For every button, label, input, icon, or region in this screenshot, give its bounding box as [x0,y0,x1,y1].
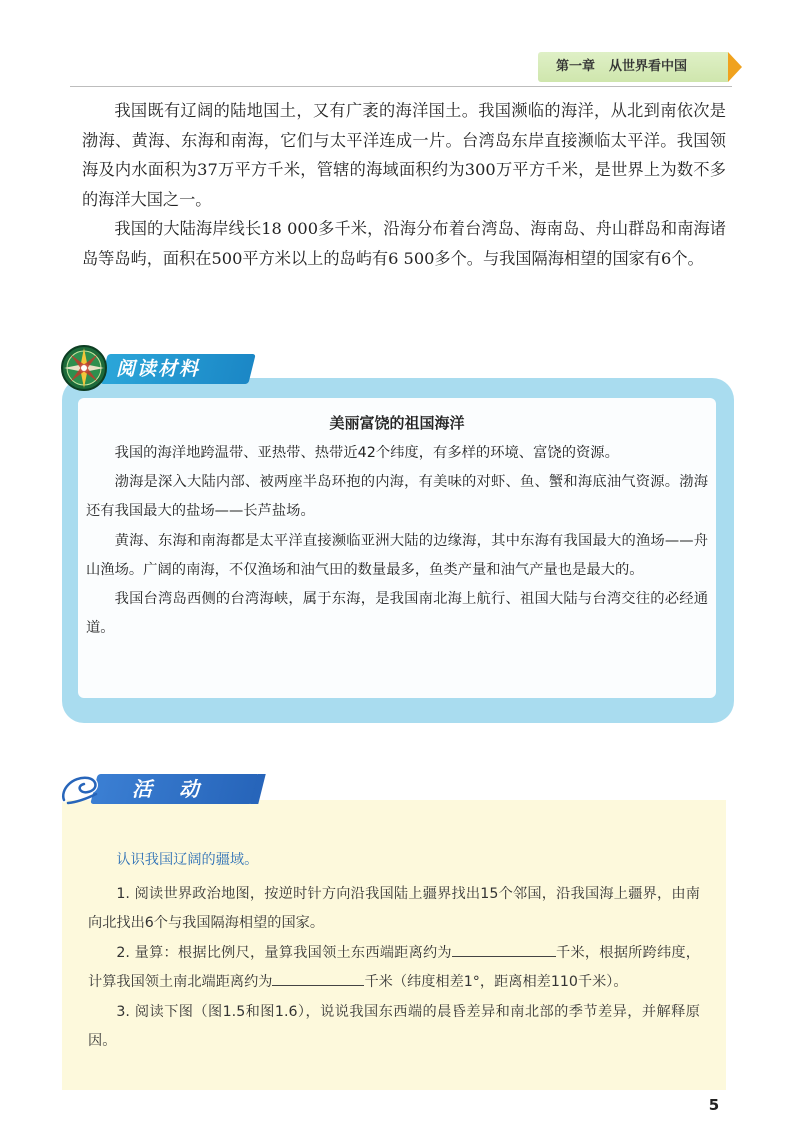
activity-intro: 认识我国辽阔的疆域。 [116,852,259,868]
activity-heading [58,772,278,808]
page-number: 5 [708,1096,720,1114]
reading-label: 阅读材料 [116,358,201,380]
activity-item-text: 2. 量算：根据比例尺，量算我国领土东西端距离约为 [116,944,452,961]
answer-blank[interactable] [452,941,556,956]
reading-heading [60,344,260,392]
chapter-number: 第一章 [556,59,596,74]
activity-label: 活 动 [132,777,209,801]
chapter-title: 从世界看中国 [609,59,688,74]
reading-paragraph: 我国台湾岛西侧的台湾海峡，属于东海，是我国南北海上航行、祖国大陆与台湾交往的必经通道。 [86,591,708,637]
reading-content [86,410,708,643]
paragraph: 我国既有辽阔的陆地国土，又有广袤的海洋国土。我国濒临的海洋，从北到南依次是渤海、黄海、东海和南海，它们与太平洋连成一片。台湾岛东岸直接濒临太平洋。我国领海及内水面积为37万平方千米，管辖的海域面积约为300万平方千米，是世界上为数不多的海洋大国之一。 [82,101,726,209]
compass-icon [60,344,108,392]
activity-item-text: 千米，根据所跨纬度，计算我国领土南北端距离约为 [88,944,700,990]
answer-blank[interactable] [272,971,364,986]
reading-paragraph: 黄海、东海和南海都是太平洋直接濒临亚洲大陆的边缘海，其中东海有我国最大的渔场——舟山渔场。广阔的南海，不仅渔场和油气田的数量最多，鱼类产量和油气产量也是最大的。 [86,532,708,578]
activity-content [88,846,700,1057]
reading-paragraph: 渤海是深入大陆内部、被两座半岛环抱的内海，有美味的对虾、鱼、蟹和海底油气资源。渤海还有我国最大的盐场——长芦盐场。 [86,474,708,520]
activity-item [88,939,700,998]
main-text [82,96,726,273]
reading-paragraph: 我国的海洋地跨温带、亚热带、热带近42个纬度，有多样的环境、富饶的资源。 [114,445,619,461]
header-arrow-icon [728,52,742,82]
activity-swirl-icon [58,772,102,806]
activity-item-text: 千米（纬度相差1°，距离相差110千米）。 [364,974,628,990]
activity-item: 1. 阅读世界政治地图，按逆时针方向沿我国陆上疆界找出15个邻国，沿我国海上疆界，由南向北找出6个与我国隔海相望的国家。 [88,885,700,931]
chapter-header [538,52,728,82]
reading-title: 美丽富饶的祖国海洋 [329,414,465,432]
header-divider [70,86,732,87]
activity-item: 3. 阅读下图（图1.5和图1.6），说说我国东西端的晨昏差异和南北部的季节差异，并解释原因。 [88,1003,700,1049]
paragraph: 我国的大陆海岸线长18 000多千米，沿海分布着台湾岛、海南岛、舟山群岛和南海诸岛等岛屿，面积在500平方米以上的岛屿有6 500多个。与我国隔海相望的国家有6个。 [82,219,726,268]
